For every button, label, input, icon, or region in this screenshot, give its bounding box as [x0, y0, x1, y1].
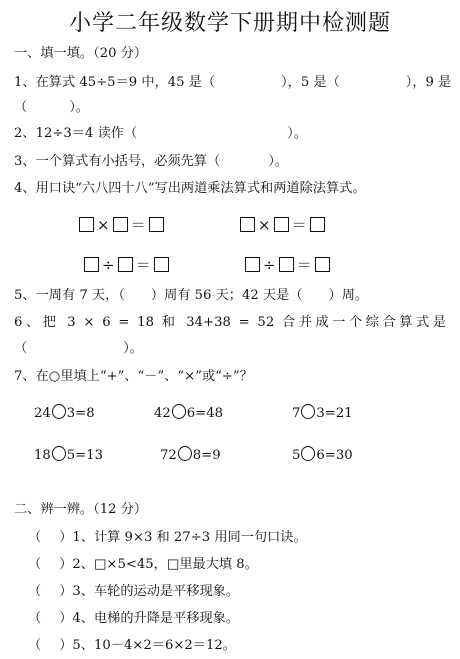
tf-close-paren: ）: [59, 557, 73, 572]
divide-sign: ÷: [102, 256, 115, 274]
times-sign: ×: [258, 216, 271, 234]
q7-item-4: [34, 446, 103, 465]
q7-left-num: 42: [154, 406, 171, 421]
q3-close: ）。: [268, 154, 288, 169]
q7-left-num: 72: [160, 448, 177, 463]
answer-box[interactable]: [113, 217, 128, 232]
q7-item-5: [160, 446, 221, 465]
q7-right-expr: 3=21: [316, 406, 353, 421]
q1-line1: [14, 74, 451, 92]
tf-close-paren: ）: [59, 584, 73, 599]
q7-right-expr: 6=30: [316, 448, 353, 463]
operator-circle[interactable]: [172, 404, 186, 419]
q7-right-expr: 6=48: [186, 406, 224, 421]
answer-box[interactable]: [245, 257, 260, 272]
q7-left-num: 7: [292, 406, 301, 421]
tf-open-paren: （: [28, 557, 42, 572]
operator-circle[interactable]: [301, 404, 315, 419]
operator-circle[interactable]: [52, 404, 66, 419]
divide-sign: ÷: [263, 256, 276, 274]
q5-text-end: ）周。: [328, 288, 369, 303]
tf-item-2: [28, 556, 258, 574]
q7-item-3: [292, 404, 353, 423]
tf-statement: 4、电梯的升降是平移现象。: [72, 611, 240, 626]
answer-box[interactable]: [154, 257, 169, 272]
q3-text: 3、一个算式有小括号，必须先算（: [14, 154, 221, 169]
equals-sign: ＝: [130, 216, 146, 234]
q7-right-expr: 3=8: [66, 406, 95, 421]
q2-close: ）。: [287, 126, 307, 141]
q4-div-eq-1: [84, 256, 169, 274]
q6-close-paren: ）。: [123, 341, 143, 356]
q5-text-start: 5、一周有 7 天，（: [14, 288, 125, 303]
q6-open-paren: （: [14, 341, 28, 356]
answer-box[interactable]: [118, 257, 133, 272]
answer-box[interactable]: [310, 217, 325, 232]
q1-text-mid1: ），5 是（: [281, 75, 340, 90]
q5-text-mid: ）周有 56 天；42 天是（: [150, 288, 303, 303]
tf-statement: 5、10－4×2＝6×2＝12。: [72, 638, 236, 653]
tf-statement: 1、计算 9×3 和 27÷3 用同一句口诀。: [72, 530, 307, 545]
tf-close-paren: ）: [59, 638, 73, 653]
section2-heading: 二、辨一辨。（12 分）: [14, 502, 148, 517]
operator-circle[interactable]: [178, 446, 192, 461]
tf-open-paren: （: [28, 584, 42, 599]
answer-box[interactable]: [149, 217, 164, 232]
times-sign: ×: [97, 216, 110, 234]
tf-statement: 2、□×5<45，□里最大填 8。: [72, 557, 258, 572]
equals-sign: ＝: [296, 256, 312, 274]
q7-right-expr: 5=13: [66, 448, 104, 463]
answer-box[interactable]: [79, 217, 94, 232]
q4-div-eq-2: [245, 256, 330, 274]
q1-line2: [14, 99, 89, 117]
q2-line: [14, 125, 307, 143]
answer-box[interactable]: [84, 257, 99, 272]
q7-left-num: 5: [292, 448, 301, 463]
answer-box[interactable]: [315, 257, 330, 272]
equals-sign: ＝: [135, 256, 151, 274]
tf-item-4: [28, 610, 239, 628]
q4-mul-eq-1: [79, 216, 164, 234]
q7-item-1: [34, 404, 95, 423]
section1-heading: 一、填一填。（20 分）: [14, 46, 148, 61]
answer-box[interactable]: [240, 217, 255, 232]
answer-box[interactable]: [279, 257, 294, 272]
tf-item-5: [28, 637, 236, 655]
page-title: 小学二年级数学下册期中检测题: [68, 11, 391, 36]
tf-close-paren: ）: [59, 611, 73, 626]
q7-item-2: [154, 404, 223, 423]
tf-statement: 3、车轮的运动是平移现象。: [72, 584, 240, 599]
tf-item-1: [28, 529, 307, 547]
q4-mul-eq-2: [240, 216, 325, 234]
tf-open-paren: （: [28, 530, 42, 545]
answer-box[interactable]: [274, 217, 289, 232]
q1-text-start: 1、在算式 45÷5＝9 中，45 是（: [14, 75, 216, 90]
q1-open-paren: （: [14, 100, 28, 115]
tf-open-paren: （: [28, 638, 42, 653]
q4-text: 4、用口诀“六八四十八”写出两道乘法算式和两道除法算式。: [14, 181, 366, 196]
q7-right-expr: 8=9: [192, 448, 221, 463]
q1-text-mid2: ），9 是: [405, 75, 452, 90]
q7-left-num: 24: [34, 406, 51, 421]
q7-item-6: [292, 446, 353, 465]
q3-line: [14, 153, 288, 171]
operator-circle[interactable]: [52, 446, 66, 461]
q6-line2: [14, 340, 143, 358]
operator-circle[interactable]: [301, 446, 315, 461]
q2-text: 2、12÷3＝4 读作（: [14, 126, 138, 141]
equals-sign: ＝: [291, 216, 307, 234]
q7-text: 7、在○里填上“+”、“－”、“×”或“÷”？: [14, 369, 253, 384]
q7-left-num: 18: [34, 448, 51, 463]
tf-close-paren: ）: [59, 530, 73, 545]
tf-item-3: [28, 583, 239, 601]
q1-close-paren: ）。: [69, 100, 89, 115]
tf-open-paren: （: [28, 611, 42, 626]
q6-line1: 6、把 3 × 6 = 18 和 34+38 = 52 合并成一个综合算式是: [14, 315, 446, 330]
q5-line: [14, 287, 368, 305]
